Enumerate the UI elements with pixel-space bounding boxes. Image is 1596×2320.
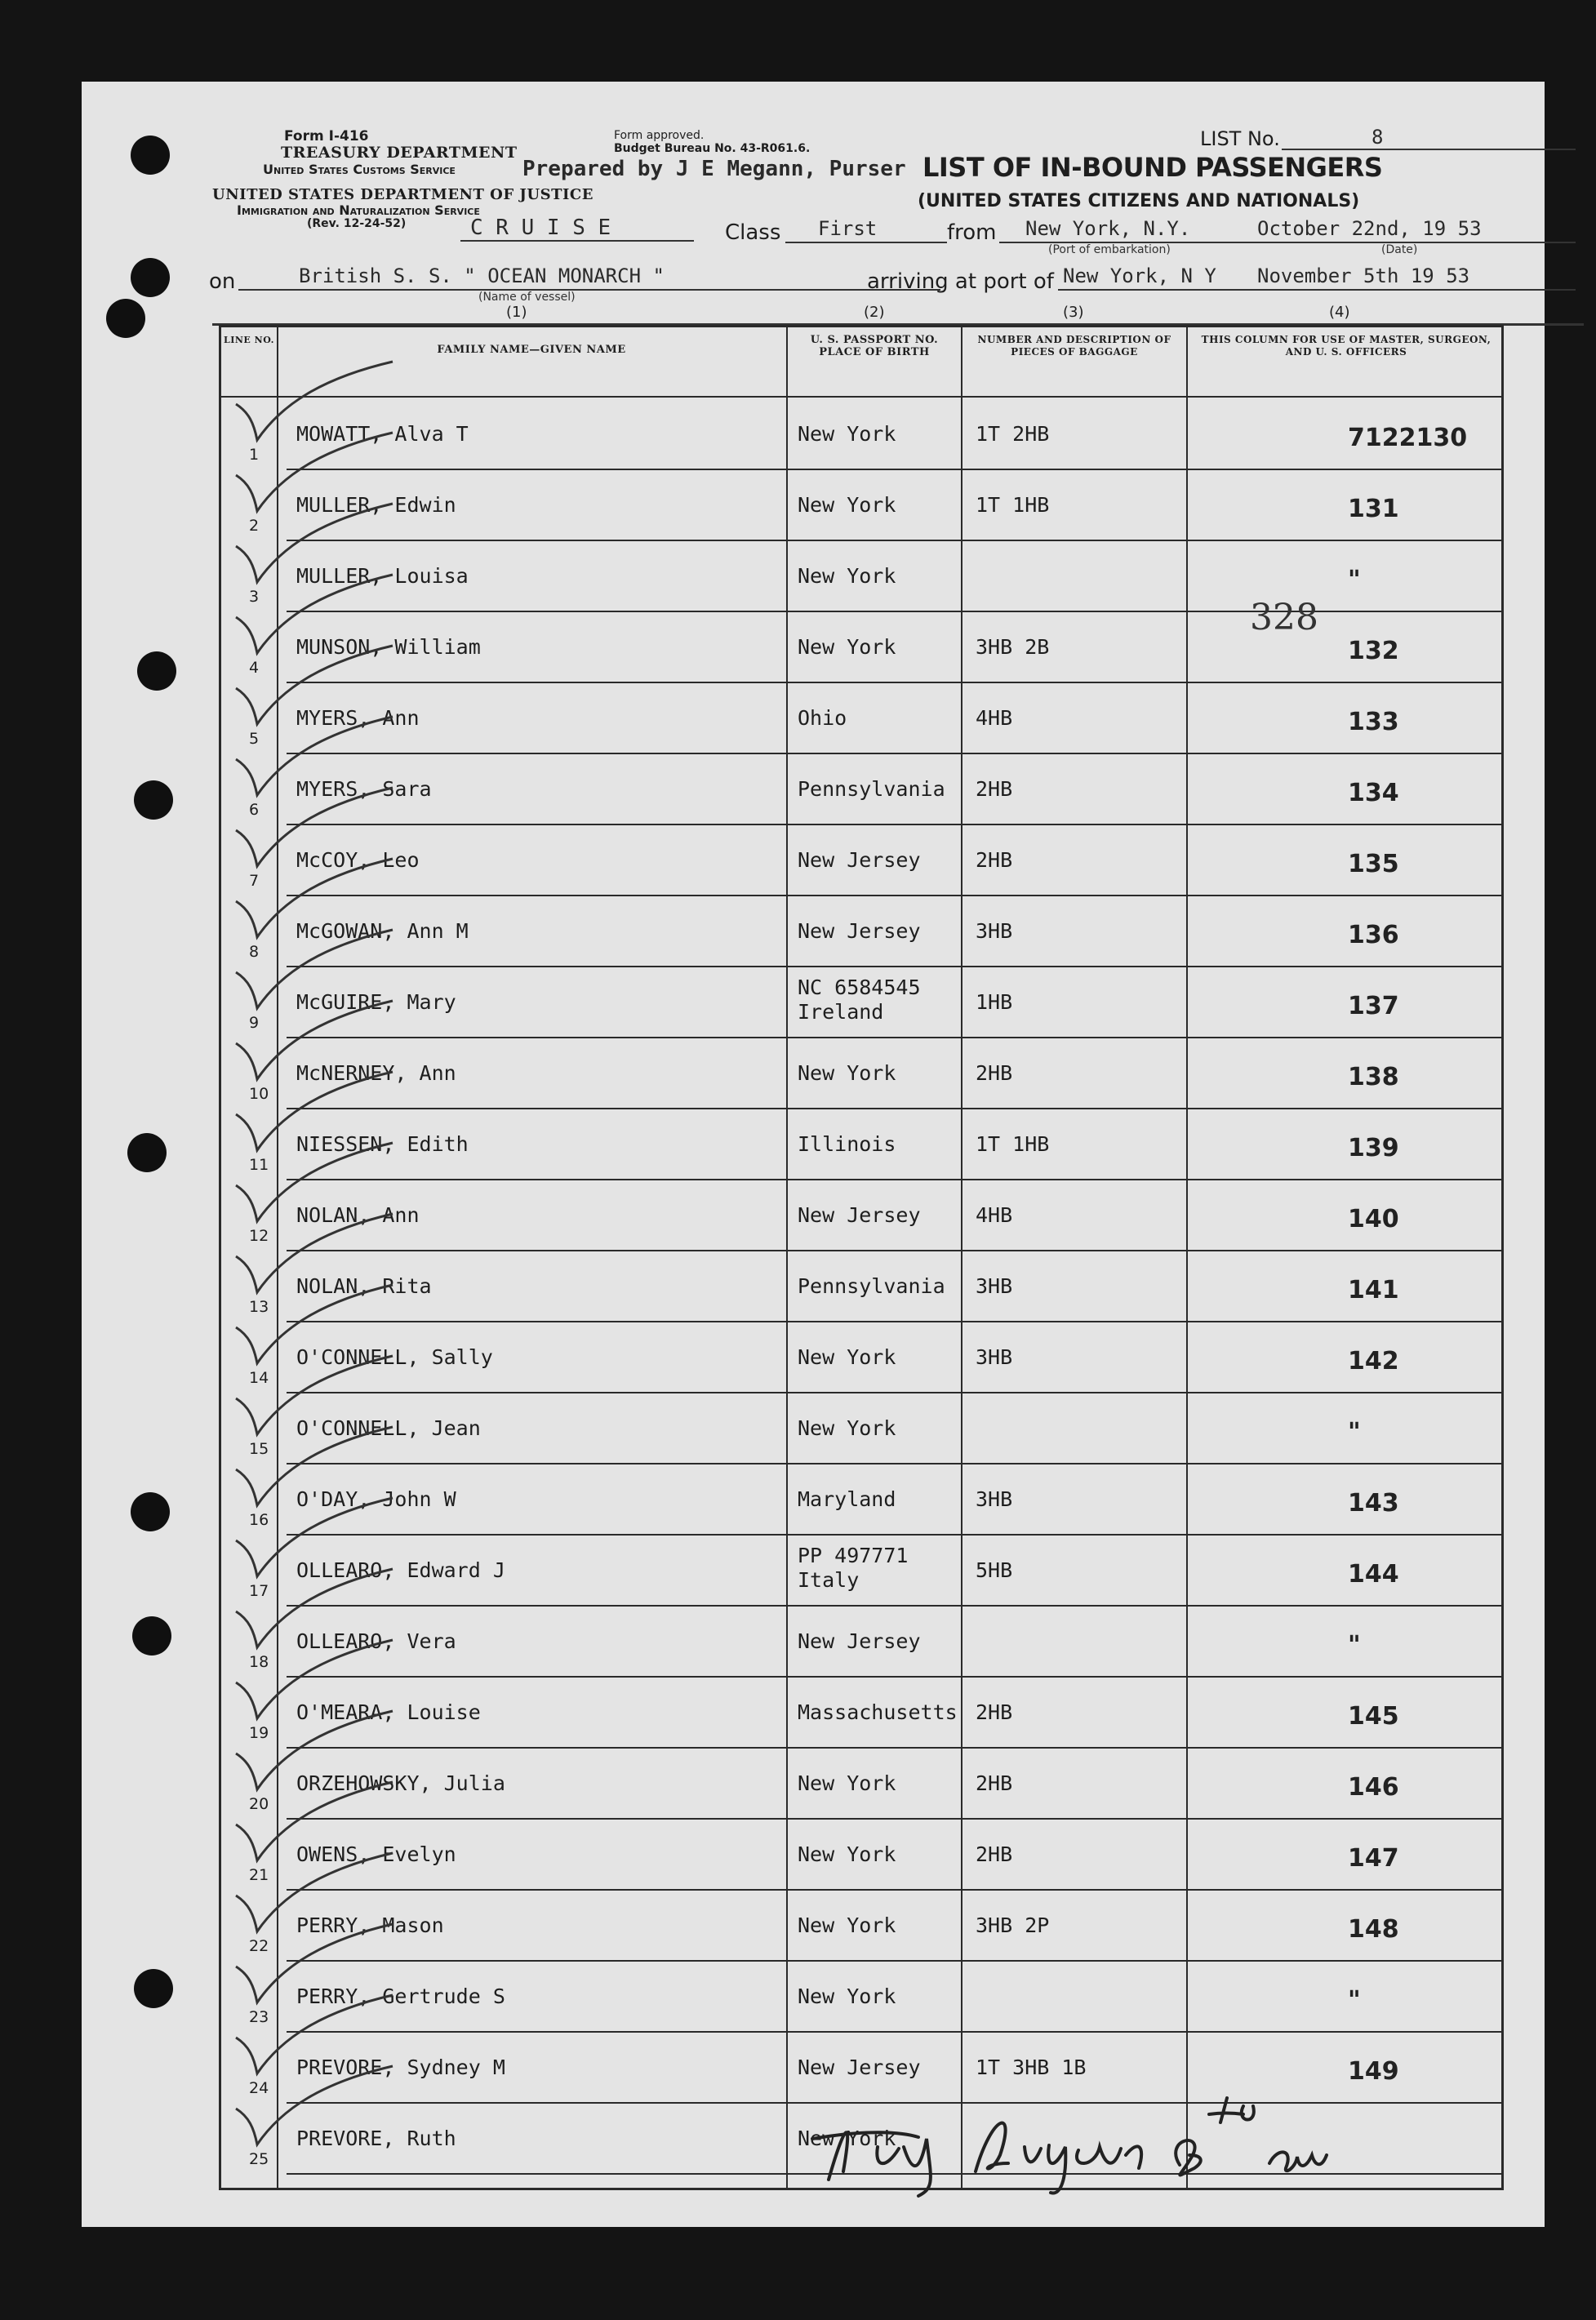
passenger-name: MYERS, Sara xyxy=(296,777,432,801)
officer-number: 138 xyxy=(1348,1063,1399,1091)
passenger-table xyxy=(219,325,1504,2190)
officer-number: 7122130 xyxy=(1348,424,1468,452)
line-number: 2 xyxy=(249,517,260,535)
arrival-date: November 5th 19 53 xyxy=(1257,264,1470,287)
header-line-number: LINE NO. xyxy=(224,335,274,345)
officer-number: 143 xyxy=(1348,1489,1399,1518)
punch-hole xyxy=(137,651,176,691)
baggage: 3HB 2P xyxy=(976,1913,1050,1937)
officer-number: 148 xyxy=(1348,1915,1399,1944)
passenger-name: MULLER, Edwin xyxy=(296,493,456,517)
officer-number: 137 xyxy=(1348,992,1399,1020)
passenger-name: PREVORE, Sydney M xyxy=(296,2056,505,2079)
baggage: 1HB xyxy=(976,990,1013,1014)
list-number-label: LIST No. xyxy=(1200,127,1280,150)
line-number: 21 xyxy=(249,1866,269,1884)
officer-number: 147 xyxy=(1348,1844,1399,1873)
customs-service: United States Customs Service xyxy=(263,162,456,177)
place-of-birth: New York xyxy=(798,1842,896,1866)
header-passport: U. S. PASSPORT NO. PLACE OF BIRTH xyxy=(810,334,939,358)
passenger-name: NIESSEN, Edith xyxy=(296,1132,469,1156)
place-of-birth: Illinois xyxy=(798,1132,896,1156)
line-number: 4 xyxy=(249,659,260,677)
place-of-birth: Maryland xyxy=(798,1487,896,1511)
passenger-name: O'DAY, John W xyxy=(296,1487,456,1511)
punch-hole xyxy=(131,136,170,175)
officer-number: 132 xyxy=(1348,637,1399,665)
passenger-name: PERRY, Gertrude S xyxy=(296,1984,505,2008)
passenger-name: OLLEARO, Edward J xyxy=(296,1558,505,1582)
punch-hole xyxy=(127,1133,167,1172)
vessel-name: British S. S. " OCEAN MONARCH " xyxy=(299,264,665,287)
on-label: on xyxy=(209,269,236,294)
column-number-3: (3) xyxy=(1063,304,1084,321)
officer-number: " xyxy=(1348,566,1361,594)
officer-number: 140 xyxy=(1348,1205,1399,1233)
place-of-birth: New York xyxy=(798,493,896,517)
place-of-birth: New York xyxy=(798,1416,896,1440)
line-number: 17 xyxy=(249,1582,269,1600)
baggage: 2HB xyxy=(976,1842,1013,1866)
line-number: 9 xyxy=(249,1014,260,1032)
line-number: 18 xyxy=(249,1653,269,1671)
table-row xyxy=(221,1393,1501,1464)
form-number: Form I-416 xyxy=(284,128,369,144)
place-of-birth: New York xyxy=(798,1345,896,1369)
header-name: FAMILY NAME—GIVEN NAME xyxy=(437,344,626,356)
arriving-label: arriving at port of xyxy=(867,269,1054,294)
table-row xyxy=(221,1038,1501,1109)
table-row xyxy=(221,1820,1501,1891)
vessel-caption: (Name of vessel) xyxy=(478,291,576,304)
place-of-birth: New York xyxy=(798,1771,896,1795)
line-number: 22 xyxy=(249,1937,269,1955)
header-bottom-rule xyxy=(221,396,1501,398)
baggage: 2HB xyxy=(976,1700,1013,1724)
table-row xyxy=(221,470,1501,541)
place-of-birth: New Jersey xyxy=(798,1629,921,1653)
punch-hole xyxy=(134,780,173,820)
line-number: 20 xyxy=(249,1795,269,1813)
passenger-name: O'MEARA, Louise xyxy=(296,1700,481,1724)
table-row xyxy=(221,1749,1501,1820)
baggage: 1T 1HB xyxy=(976,493,1050,517)
form-approved: Form approved. xyxy=(614,129,705,142)
ins-service: Immigration and Naturalization Service xyxy=(237,202,480,218)
place-of-birth: New York xyxy=(798,635,896,659)
passenger-name: MYERS, Ann xyxy=(296,706,420,730)
baggage: 3HB 2B xyxy=(976,635,1050,659)
embark-port-caption: (Port of embarkation) xyxy=(1048,243,1171,256)
officer-number: " xyxy=(1348,1631,1361,1660)
officer-number: 149 xyxy=(1348,2057,1399,2086)
line-number: 23 xyxy=(249,2008,269,2026)
baggage: 2HB xyxy=(976,1771,1013,1795)
passenger-name: O'CONNELL, Jean xyxy=(296,1416,481,1440)
table-row xyxy=(221,683,1501,754)
place-of-birth: New York xyxy=(798,1061,896,1085)
passenger-name: McGUIRE, Mary xyxy=(296,990,456,1014)
passenger-name: McGOWAN, Ann M xyxy=(296,919,469,943)
list-number: 8 xyxy=(1371,126,1384,149)
line-number: 14 xyxy=(249,1369,269,1387)
arrival-underline xyxy=(1058,289,1576,291)
treasury-department: TREASURY DEPARTMENT xyxy=(281,144,518,162)
passenger-name: McNERNEY, Ann xyxy=(296,1061,456,1085)
table-row xyxy=(221,967,1501,1038)
table-row xyxy=(221,1251,1501,1322)
revision-date: (Rev. 12-24-52) xyxy=(307,217,407,230)
baggage: 5HB xyxy=(976,1558,1013,1582)
passenger-name: MUNSON, William xyxy=(296,635,481,659)
passenger-name: MULLER, Louisa xyxy=(296,564,469,588)
line-number: 7 xyxy=(249,872,260,890)
embark-port: New York, N.Y. xyxy=(1025,217,1191,240)
list-number-underline xyxy=(1282,149,1576,150)
passenger-name: PERRY, Mason xyxy=(296,1913,444,1937)
place-of-birth: Ireland xyxy=(798,1000,884,1024)
table-row xyxy=(221,1607,1501,1678)
line-number: 16 xyxy=(249,1511,269,1529)
list-title: LIST OF IN-BOUND PASSENGERS xyxy=(922,152,1383,183)
from-label: from xyxy=(947,220,997,245)
passenger-name: ORZEHOWSKY, Julia xyxy=(296,1771,505,1795)
line-number: 6 xyxy=(249,801,260,819)
citizens-subtitle: (UNITED STATES CITIZENS AND NATIONALS) xyxy=(918,191,1360,211)
passenger-name: MOWATT, Alva T xyxy=(296,422,469,446)
officer-number: 146 xyxy=(1348,1773,1399,1802)
baggage: 3HB xyxy=(976,1274,1013,1298)
column-number-1: (1) xyxy=(506,304,527,321)
place-of-birth: New Jersey xyxy=(798,919,921,943)
class-underline xyxy=(785,242,947,243)
table-row xyxy=(221,1322,1501,1393)
line-number: 5 xyxy=(249,730,260,748)
officer-number: " xyxy=(1348,1418,1361,1447)
passenger-name: PREVORE, Ruth xyxy=(296,2127,456,2150)
place-of-birth: New York xyxy=(798,2127,896,2150)
baggage: 3HB xyxy=(976,919,1013,943)
table-row xyxy=(221,1109,1501,1180)
table-row xyxy=(221,1962,1501,2033)
place-of-birth: Massachusetts xyxy=(798,1700,958,1724)
stamp-number: 328 xyxy=(1250,597,1318,638)
officer-number: 139 xyxy=(1348,1134,1399,1162)
passport-number: NC 6584545 xyxy=(798,976,921,999)
line-number: 3 xyxy=(249,588,260,606)
officer-number: 135 xyxy=(1348,850,1399,878)
embark-date: October 22nd, 19 53 xyxy=(1257,217,1482,240)
document-page xyxy=(82,82,1545,2227)
place-of-birth: New Jersey xyxy=(798,1203,921,1227)
place-of-birth: Italy xyxy=(798,1568,860,1592)
passenger-name: McCOY, Leo xyxy=(296,848,420,872)
cruise-label: C R U I S E xyxy=(470,216,611,240)
place-of-birth: New Jersey xyxy=(798,2056,921,2079)
officer-number: 144 xyxy=(1348,1560,1399,1589)
line-number: 12 xyxy=(249,1227,269,1245)
place-of-birth: New York xyxy=(798,1984,896,2008)
table-row xyxy=(221,896,1501,967)
officer-number: 136 xyxy=(1348,921,1399,949)
baggage: 4HB xyxy=(976,706,1013,730)
officer-number: 141 xyxy=(1348,1276,1399,1304)
table-row xyxy=(221,1891,1501,1962)
place-of-birth: New York xyxy=(798,1913,896,1937)
place-of-birth: Pennsylvania xyxy=(798,777,945,801)
line-number: 8 xyxy=(249,943,260,961)
budget-bureau: Budget Bureau No. 43-R061.6. xyxy=(614,142,811,155)
vessel-underline xyxy=(238,289,940,291)
table-row xyxy=(221,1180,1501,1251)
officer-number: 134 xyxy=(1348,779,1399,807)
table-row xyxy=(221,825,1501,896)
punch-hole xyxy=(132,1616,171,1656)
table-row xyxy=(221,1464,1501,1536)
line-number: 15 xyxy=(249,1440,269,1458)
punch-hole xyxy=(131,258,170,297)
header-officers: THIS COLUMN FOR USE OF MASTER, SURGEON, AND U. S. OFFICERS xyxy=(1201,334,1492,358)
officer-number: 131 xyxy=(1348,495,1399,523)
line-number: 13 xyxy=(249,1298,269,1316)
officer-number: 145 xyxy=(1348,1702,1399,1731)
passenger-name: OLLEARO, Vera xyxy=(296,1629,456,1653)
passenger-name: OWENS, Evelyn xyxy=(296,1842,456,1866)
baggage: 2HB xyxy=(976,848,1013,872)
table-row xyxy=(221,754,1501,825)
line-number: 11 xyxy=(249,1156,269,1174)
place-of-birth: New Jersey xyxy=(798,848,921,872)
baggage: 3HB xyxy=(976,1487,1013,1511)
class-value: First xyxy=(818,217,878,240)
place-of-birth: New York xyxy=(798,564,896,588)
baggage: 4HB xyxy=(976,1203,1013,1227)
line-number: 10 xyxy=(249,1085,269,1103)
column-number-2: (2) xyxy=(864,304,885,321)
passenger-name: NOLAN, Ann xyxy=(296,1203,420,1227)
punch-hole xyxy=(134,1969,173,2008)
baggage: 2HB xyxy=(976,777,1013,801)
place-of-birth: New York xyxy=(798,422,896,446)
officer-number: 142 xyxy=(1348,1347,1399,1376)
passenger-name: O'CONNELL, Sally xyxy=(296,1345,493,1369)
baggage: 1T 1HB xyxy=(976,1132,1050,1156)
cruise-underline xyxy=(460,240,694,242)
column-number-4: (4) xyxy=(1329,304,1350,321)
baggage: 1T 2HB xyxy=(976,422,1050,446)
department-of-justice: UNITED STATES DEPARTMENT OF JUSTICE xyxy=(212,186,593,203)
passenger-name: NOLAN, Rita xyxy=(296,1274,432,1298)
baggage: 2HB xyxy=(976,1061,1013,1085)
embark-date-caption: (Date) xyxy=(1381,243,1418,256)
table-row xyxy=(221,1678,1501,1749)
baggage: 3HB xyxy=(976,1345,1013,1369)
arrival-port: New York, N Y xyxy=(1063,264,1216,287)
line-number: 25 xyxy=(249,2150,269,2168)
line-number: 1 xyxy=(249,446,260,464)
prepared-by: Prepared by J E Megann, Purser xyxy=(522,157,906,181)
inspector-signature xyxy=(796,2090,1335,2204)
table-row xyxy=(221,399,1501,470)
place-of-birth: Ohio xyxy=(798,706,847,730)
passport-birth xyxy=(798,976,921,1024)
table-row xyxy=(221,1536,1501,1607)
line-number: 24 xyxy=(249,2079,269,2097)
officer-number: " xyxy=(1348,1986,1361,2015)
class-label: Class xyxy=(725,220,781,245)
punch-hole xyxy=(131,1492,170,1531)
line-number: 19 xyxy=(249,1724,269,1742)
header-baggage: NUMBER AND DESCRIPTION OF PIECES OF BAGGAGE xyxy=(977,334,1171,358)
baggage: 1T 3HB 1B xyxy=(976,2056,1087,2079)
passport-number: PP 497771 xyxy=(798,1544,909,1567)
passport-birth xyxy=(798,1544,908,1593)
officer-number: 133 xyxy=(1348,708,1399,736)
punch-hole xyxy=(106,299,145,338)
place-of-birth: Pennsylvania xyxy=(798,1274,945,1298)
